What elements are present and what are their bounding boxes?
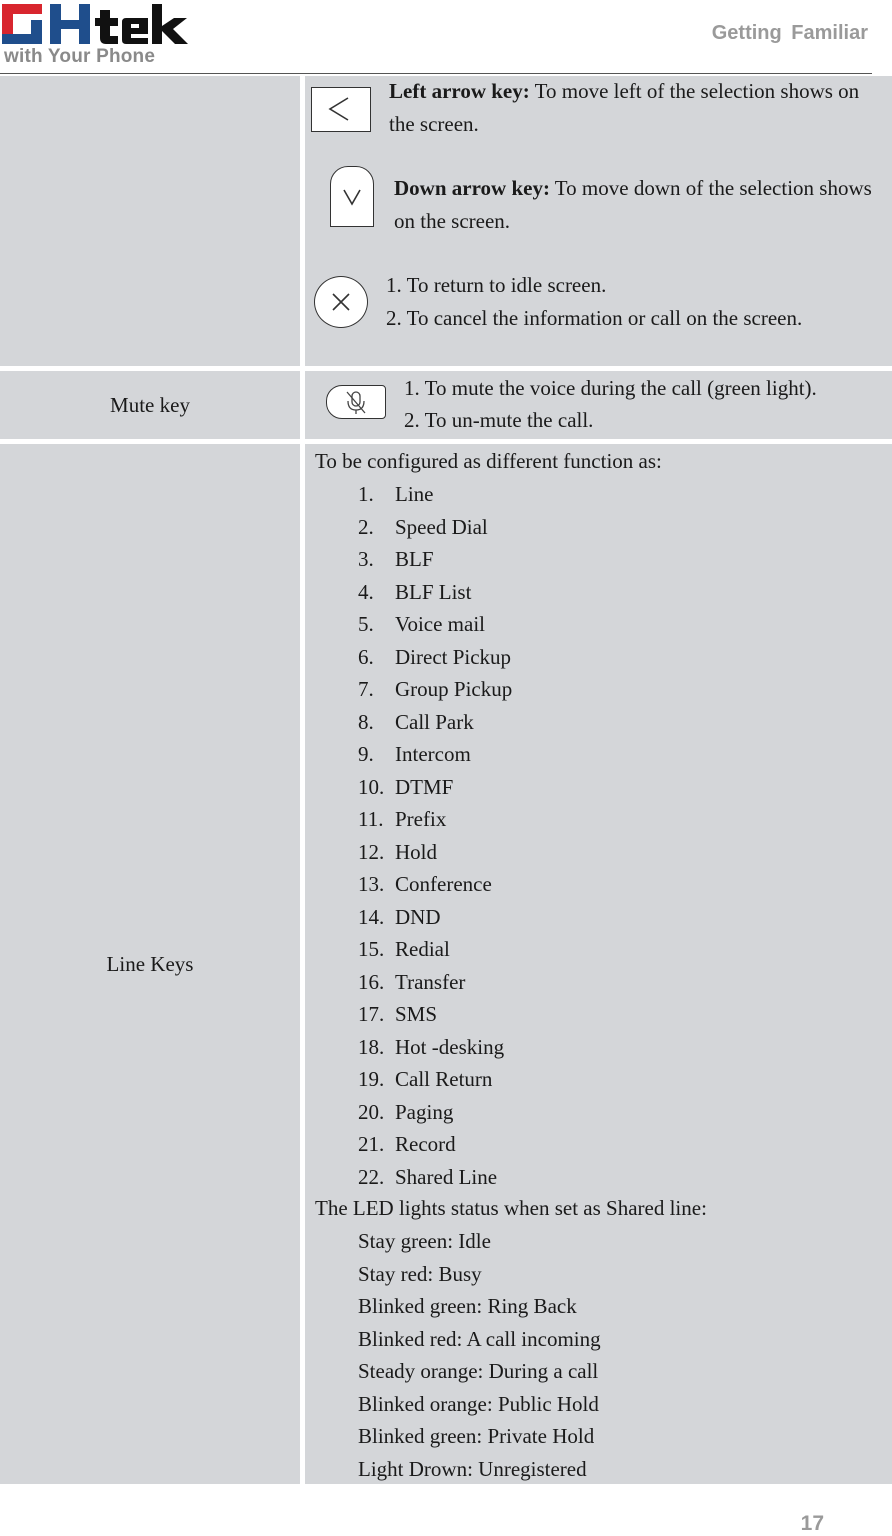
list-item: 14. DND (358, 904, 441, 929)
list-item: Blinked green: Ring Back (358, 1294, 577, 1318)
list-item: 2. Speed Dial (358, 514, 488, 539)
page-number: 17 (800, 1512, 824, 1535)
cancel-key-icon (314, 276, 368, 328)
chapter-title: Getting Familiar (711, 22, 868, 44)
down-arrow-key-text-2: on the screen. (394, 209, 511, 233)
page-header (0, 0, 892, 76)
led-status-list (358, 1225, 601, 1485)
left-arrow-key-text-2: the screen. (389, 112, 479, 136)
list-item: Blinked orange: Public Hold (358, 1391, 599, 1416)
header-divider (0, 73, 872, 74)
list-item: 6. Direct Pickup (358, 644, 512, 669)
list-item: Light Drown: Unregistered (358, 1456, 587, 1481)
microphone-mute-icon (326, 385, 386, 419)
list-item: 9. Intercom (358, 742, 471, 766)
down-arrow-key-icon (330, 166, 374, 227)
list-item: Steady orange: During a call (358, 1359, 599, 1383)
tagline: with Your Phone (4, 46, 156, 67)
down-arrow-key-title: Down arrow key: (394, 176, 550, 200)
list-item: 3. BLF (358, 547, 434, 571)
list-item: 17. SMS (358, 1002, 438, 1026)
list-item: 10. DTMF (358, 774, 454, 799)
mute-key-line-2: 2. To un-mute the call. (404, 408, 594, 432)
left-arrow-key-icon (311, 87, 371, 132)
list-item: 12. Hold (358, 839, 437, 864)
left-arrow-key-desc (389, 75, 859, 108)
down-arrow-key-desc (394, 172, 872, 205)
list-item: 20. Paging (358, 1099, 454, 1124)
list-item: 22. Shared Line (358, 1164, 498, 1189)
list-item: 13. Conference (358, 872, 492, 896)
down-arrow-key-text: To move down of the selection shows (549, 176, 872, 200)
list-item: 7. Group Pickup (358, 677, 513, 701)
line-keys-intro: To be configured as different function as: (315, 449, 662, 473)
list-item: Stay red: Busy (358, 1261, 482, 1286)
left-arrow-key-text: To move left of the selection shows on (529, 79, 860, 103)
list-item: 16. Transfer (358, 969, 466, 994)
list-item: 1. Line (358, 482, 434, 506)
led-status-intro: The LED lights status when set as Shared line: (315, 1196, 707, 1220)
mute-key-label: Mute key (110, 393, 190, 417)
list-item: Blinked red: A call incoming (358, 1326, 601, 1351)
list-item: 4. BLF List (358, 579, 472, 604)
list-item: 15. Redial (358, 937, 450, 961)
list-item: 5. Voice mail (358, 612, 486, 636)
line-key-function-list (358, 478, 512, 1193)
list-item: Stay green: Idle (358, 1229, 491, 1253)
list-item: 8. Call Park (358, 709, 474, 734)
htek-logo (2, 2, 192, 46)
list-item: Blinked green: Private Hold (358, 1424, 595, 1448)
cancel-key-line-2: 2. To cancel the information or call on the screen. (386, 306, 803, 330)
mute-key-line-1: 1. To mute the voice during the call (green light). (404, 376, 817, 400)
list-item: 19. Call Return (358, 1067, 493, 1091)
left-arrow-key-title: Left arrow key: (389, 79, 530, 103)
table-cell-key-name (0, 76, 300, 366)
list-item: 11. Prefix (358, 807, 447, 831)
line-keys-label: Line Keys (106, 952, 194, 976)
list-item: 18. Hot -desking (358, 1034, 505, 1059)
cancel-key-line-1: 1. To return to idle screen. (386, 273, 607, 297)
list-item: 21. Record (358, 1132, 456, 1156)
